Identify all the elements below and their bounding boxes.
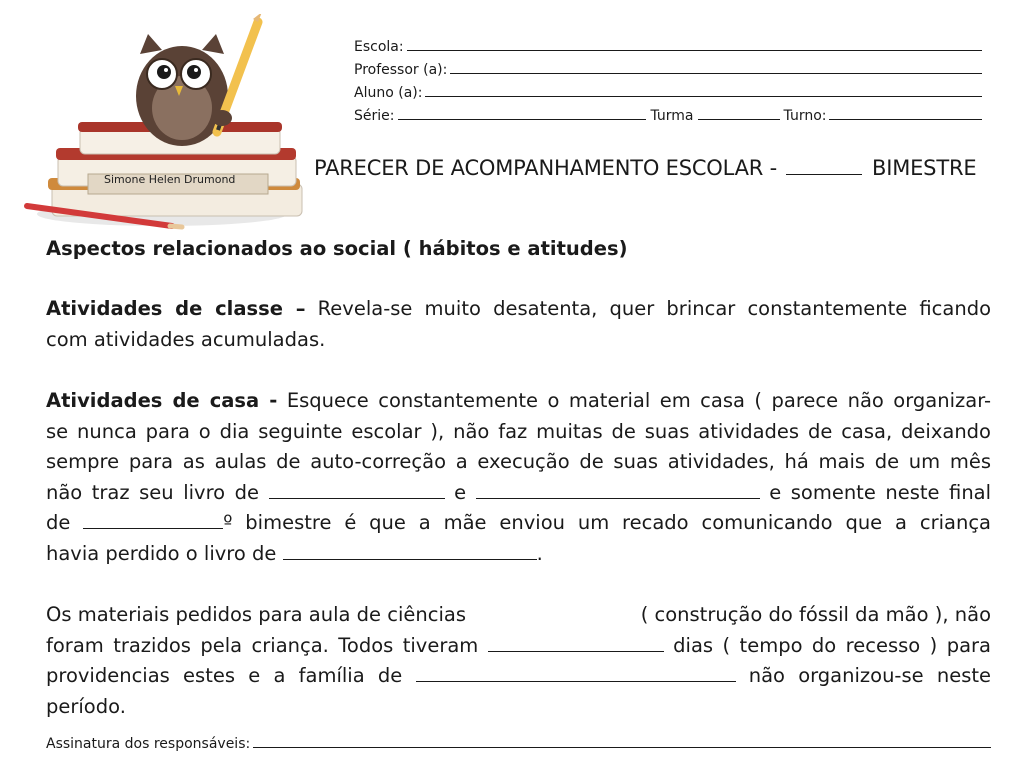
materiais-line-3	[46, 661, 991, 692]
materiais-text-2a: foram trazidos pela criança. Todos tiveram	[46, 633, 479, 657]
classe-section	[46, 294, 991, 355]
casa-text-6a: havia perdido o livro de	[46, 541, 277, 565]
turno-blank[interactable]	[829, 105, 982, 120]
turma-blank[interactable]	[698, 105, 780, 120]
casa-text-4b: e	[454, 480, 467, 504]
turno-label: Turno:	[783, 108, 827, 124]
serie-blank[interactable]	[398, 105, 646, 120]
logo-caption: Simone Helen Drumond	[104, 173, 236, 186]
classe-heading: Atividades de classe –	[46, 297, 306, 320]
casa-line-3: sempre para as aulas de auto-correção a execução de suas atividades, há mais de um mês	[46, 450, 991, 473]
casa-heading: Atividades de casa -	[46, 389, 278, 412]
escola-blank[interactable]	[407, 36, 982, 51]
owl-books-logo	[22, 14, 312, 230]
materiais-line-2	[46, 631, 991, 662]
page-title	[314, 156, 976, 180]
casa-line-6	[46, 539, 991, 570]
social-section	[46, 234, 991, 265]
aluno-label: Aluno (a):	[354, 85, 423, 101]
turma-label: Turma	[650, 108, 694, 124]
casa-text-5a: de	[46, 511, 71, 534]
familia-blank[interactable]	[416, 662, 736, 682]
professor-blank[interactable]	[450, 59, 982, 74]
professor-field	[354, 59, 982, 82]
escola-field	[354, 36, 982, 59]
classe-paragraph-line2: com atividades acumuladas.	[46, 327, 326, 351]
title-prefix: PARECER DE ACOMPANHAMENTO ESCOLAR -	[314, 156, 778, 180]
casa-text-4a: não traz seu livro de	[46, 480, 260, 504]
casa-text-5b: º bimestre é que a mãe enviou um recado comunicando que a criança	[223, 511, 991, 534]
classe-text-1: Revela-se muito desatenta, quer brincar constantemente ficando	[317, 297, 992, 320]
materiais-text-3b: não organizou-se neste	[748, 664, 992, 687]
casa-text-1: Esquece constantemente o material em casa ( parece não organizar-	[286, 389, 992, 412]
classe-paragraph-line1	[46, 294, 991, 325]
casa-text-6b: .	[536, 541, 543, 565]
aluno-blank[interactable]	[425, 82, 982, 97]
casa-line-1	[46, 386, 991, 417]
materiais-text-1b: ( construção do fóssil da mão ), não	[640, 603, 991, 626]
dias-blank[interactable]	[488, 632, 664, 652]
escola-label: Escola:	[354, 39, 404, 55]
livro-blank-1[interactable]	[269, 479, 445, 499]
title-suffix: BIMESTRE	[872, 156, 977, 180]
materiais-section	[46, 600, 991, 722]
social-heading: Aspectos relacionados ao social ( hábitos e atitudes)	[46, 237, 628, 260]
casa-line-4	[46, 478, 991, 509]
materiais-text-1a: Os materiais pedidos para aula de ciências	[46, 603, 466, 626]
professor-label: Professor (a):	[354, 62, 448, 78]
materiais-line-1	[46, 600, 991, 631]
signature-field	[46, 733, 991, 752]
livro-perdido-blank[interactable]	[283, 540, 537, 560]
materiais-line-4: período.	[46, 694, 126, 718]
bimestre-blank[interactable]	[786, 156, 862, 175]
materiais-text-2b: dias ( tempo do recesso ) para	[673, 633, 991, 657]
signature-blank[interactable]	[253, 733, 991, 748]
casa-section	[46, 386, 991, 569]
casa-line-5	[46, 508, 991, 539]
livro-blank-2[interactable]	[476, 479, 760, 499]
serie-turma-turno-field	[354, 105, 982, 128]
serie-label: Série:	[354, 108, 395, 124]
bimestre-number-blank[interactable]	[83, 509, 223, 529]
casa-line-2: se nunca para o dia seguinte escolar ), não faz muitas de suas atividades de casa, deixando	[46, 419, 991, 443]
header-fields	[354, 36, 982, 128]
aluno-field	[354, 82, 982, 105]
signature-label: Assinatura dos responsáveis:	[46, 736, 251, 752]
materiais-text-3a: providencias estes e a família de	[46, 664, 403, 687]
casa-text-4c: e somente neste final	[769, 480, 992, 504]
